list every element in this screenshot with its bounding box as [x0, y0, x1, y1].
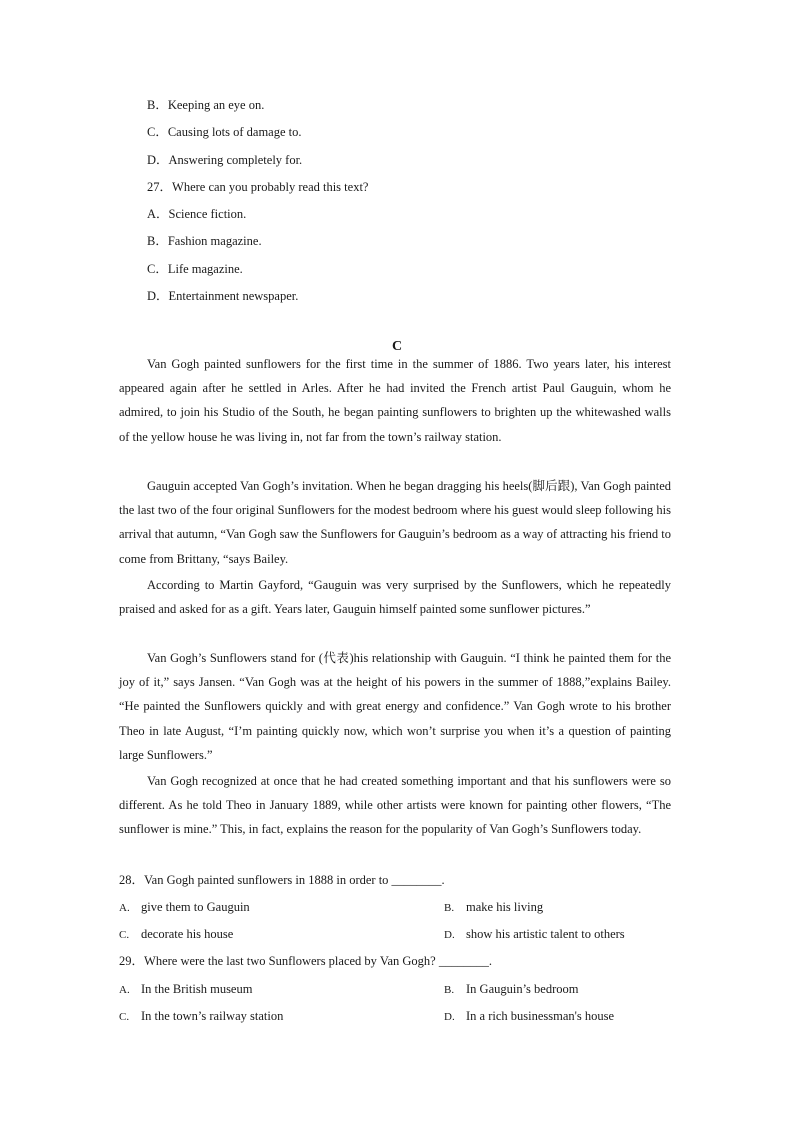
question-29-option-c: C. In the town’s railway station	[119, 1009, 284, 1023]
question-29-option-a: A. In the British museum	[119, 982, 253, 996]
question-29: 29．Where were the last two Sunflowers placed by Van Gogh? ________.	[119, 954, 492, 968]
option-prev-d: D．Answering completely for.	[147, 153, 303, 167]
question-29-option-d: D. In a rich businessman's house	[444, 1009, 615, 1023]
option-prev-c: C．Causing lots of damage to.	[147, 125, 302, 139]
question-28: 28．Van Gogh painted sunflowers in 1888 in order to ________.	[119, 873, 445, 887]
question-28-option-a: A. give them to Gauguin	[119, 900, 250, 914]
question-27-option-b: B．Fashion magazine.	[147, 234, 262, 248]
passage-heading: C	[391, 339, 403, 354]
question-28-option-d: D. show his artistic talent to others	[444, 927, 625, 941]
question-27: 27．Where can you probably read this text?	[147, 180, 369, 194]
passage-paragraph-5: Van Gogh recognized at once that he had created something important and that his sunflowers were so different. As he told Theo in January 1889, while other artists were known for painting other flowers, “The sunflower is mine.” This, in fact, explains the reason for the popularity of Van Gogh’s Sunflowers today.	[119, 774, 671, 837]
passage-paragraph-1: Van Gogh painted sunflowers for the first time in the summer of 1886. Two years later, his interest appeared again after he settled in Arles. After he had invited the French artist Paul Gauguin, whom he admired, to join his Studio of the South, he began painting sunflowers to brighten up the whitewashed walls of the yellow house he was living in, not far from the town’s railway station.	[119, 357, 671, 444]
question-27-option-d: D．Entertainment newspaper.	[147, 289, 299, 303]
question-29-option-b: B. In Gauguin’s bedroom	[444, 982, 579, 996]
passage-paragraph-4: Van Gogh’s Sunflowers stand for (代表)his relationship with Gauguin. “I think he painted them for the joy of it,” says Jansen. “Van Gogh was at the height of his powers in the summer of 1888,”explains Bailey. “He painted the Sunflowers quickly and with great energy and confidence.” Van Gogh wrote to his brother Theo in late August, “I’m painting quickly now, which won’t surprise you when it’s a question of painting large Sunflowers.”	[119, 651, 671, 762]
question-28-option-c: C. decorate his house	[119, 927, 234, 941]
passage-paragraph-3: According to Martin Gayford, “Gauguin was very surprised by the Sunflowers, which he repeatedly praised and asked for as a gift. Years later, Gauguin himself painted some sunflower pictures.”	[119, 578, 671, 617]
question-27-option-a: A．Science fiction.	[147, 207, 247, 221]
option-prev-b: B．Keeping an eye on.	[147, 98, 265, 112]
question-28-option-b: B. make his living	[444, 900, 544, 914]
question-27-option-c: C．Life magazine.	[147, 262, 243, 276]
passage-paragraph-2: Gauguin accepted Van Gogh’s invitation. When he began dragging his heels(脚后跟), Van Gogh painted the last two of the four original Sunflowers for the modest bedroom where his guest would sleep following his arrival that autumn, “Van Gogh saw the Sunflowers for Gauguin’s bedroom as a way of attracting his friend to come from Brittany, “says Bailey.	[119, 479, 671, 566]
